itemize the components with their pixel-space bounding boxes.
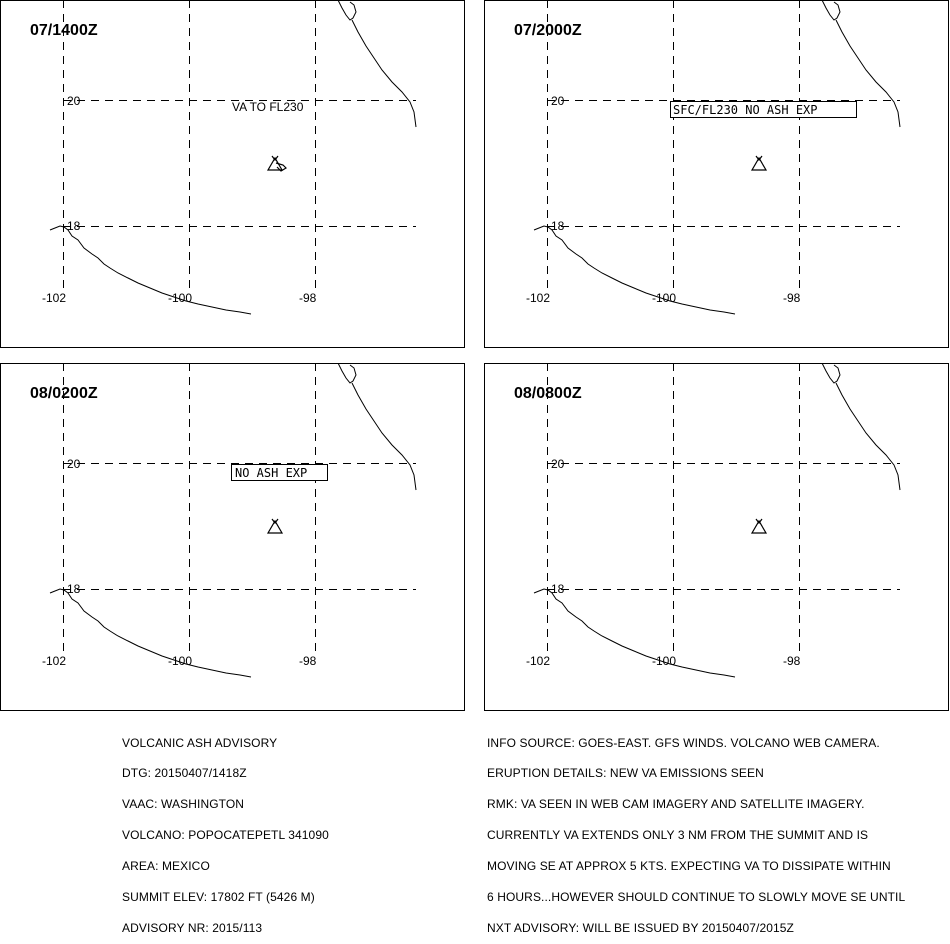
coastline-pacific (50, 226, 251, 314)
lat-label-20: 20 (551, 457, 565, 471)
lon-label-100: -100 (168, 291, 193, 305)
lon-label-100: -100 (652, 654, 677, 668)
map-0802 (0, 363, 465, 711)
graticule (547, 363, 900, 653)
advisory-line: RMK: VA SEEN IN WEB CAM IMAGERY AND SATELLITE IMAGERY. (487, 797, 865, 812)
volcano-icon (268, 519, 282, 533)
coastline (50, 363, 416, 677)
lon-label-98: -98 (783, 654, 801, 668)
lat-label-18: 18 (551, 582, 565, 596)
advisory-line: NXT ADVISORY: WILL BE ISSUED BY 20150407/2015Z (487, 920, 794, 935)
lon-label-98: -98 (299, 654, 317, 668)
coastline-gulf (822, 363, 900, 490)
lon-label-98: -98 (299, 291, 317, 305)
ash-label: NO ASH EXP (235, 466, 308, 480)
volcano-icon (752, 519, 766, 533)
volcano-icon (268, 156, 286, 171)
lon-label-100: -100 (652, 291, 677, 305)
lat-label-18: 18 (67, 219, 81, 233)
lon-label-102: -102 (526, 654, 551, 668)
graticule (547, 0, 900, 290)
forecast-panel-0802 (0, 363, 465, 711)
lon-label-102: -102 (42, 291, 67, 305)
lat-label-20: 20 (551, 94, 565, 108)
time-label: 07/1400Z (30, 22, 98, 39)
advisory-line: VOLCANO: POPOCATEPETL 341090 (122, 828, 329, 843)
coastline-pacific (534, 589, 735, 677)
advisory-line: SUMMIT ELEV: 17802 FT (5426 M) (122, 890, 315, 905)
lat-label-18: 18 (551, 219, 565, 233)
panel-border (485, 364, 949, 711)
coastline (534, 0, 900, 314)
map-0720 (484, 0, 949, 348)
coastline-pacific (50, 589, 251, 677)
coastline (534, 363, 900, 677)
advisory-line: ADVISORY NR: 2015/113 (122, 920, 263, 935)
map-0808 (484, 363, 949, 711)
advisory-line: INFO SOURCE: GOES-EAST. GFS WINDS. VOLCANO WEB CAMERA. (487, 735, 880, 750)
lat-label-18: 18 (67, 582, 81, 596)
map-0714 (0, 0, 465, 348)
advisory-line: MOVING SE AT APPROX 5 KTS. EXPECTING VA TO DISSIPATE WITHIN (487, 859, 891, 874)
ash-label: VA TO FL230 (232, 100, 304, 114)
volcano-icon (752, 156, 766, 170)
lon-label-102: -102 (526, 291, 551, 305)
panel-border (1, 1, 465, 348)
advisory-line: ERUPTION DETAILS: NEW VA EMISSIONS SEEN (487, 766, 764, 781)
coastline-pacific (534, 226, 735, 314)
lon-label-98: -98 (783, 291, 801, 305)
coastline-gulf (338, 363, 416, 490)
forecast-panel-0808 (484, 363, 949, 711)
time-label: 07/2000Z (514, 22, 582, 39)
advisory-header-block (122, 717, 329, 944)
advisory-details-block (487, 717, 905, 944)
time-label: 08/0200Z (30, 385, 98, 402)
advisory-line: CURRENTLY VA EXTENDS ONLY 3 NM FROM THE SUMMIT AND IS (487, 828, 869, 843)
panel-border (485, 1, 949, 348)
graticule (63, 0, 416, 290)
time-label: 08/0800Z (514, 385, 582, 402)
panel-border (1, 364, 465, 711)
ash-label: SFC/FL230 NO ASH EXP (673, 103, 818, 117)
forecast-panel-0714 (0, 0, 465, 348)
lon-label-100: -100 (168, 654, 193, 668)
graticule (63, 363, 416, 653)
lon-label-102: -102 (42, 654, 67, 668)
advisory-line: VOLCANIC ASH ADVISORY (122, 735, 278, 750)
lat-label-20: 20 (67, 457, 81, 471)
forecast-panel-0720 (484, 0, 949, 348)
advisory-line: DTG: 20150407/1418Z (122, 766, 247, 781)
coastline-gulf (338, 0, 416, 127)
advisory-line: AREA: MEXICO (122, 859, 210, 874)
lat-label-20: 20 (67, 94, 81, 108)
advisory-line: VAAC: WASHINGTON (122, 797, 245, 812)
advisory-line: 6 HOURS...HOWEVER SHOULD CONTINUE TO SLOWLY MOVE SE UNTIL (487, 890, 906, 905)
coastline (50, 0, 416, 314)
